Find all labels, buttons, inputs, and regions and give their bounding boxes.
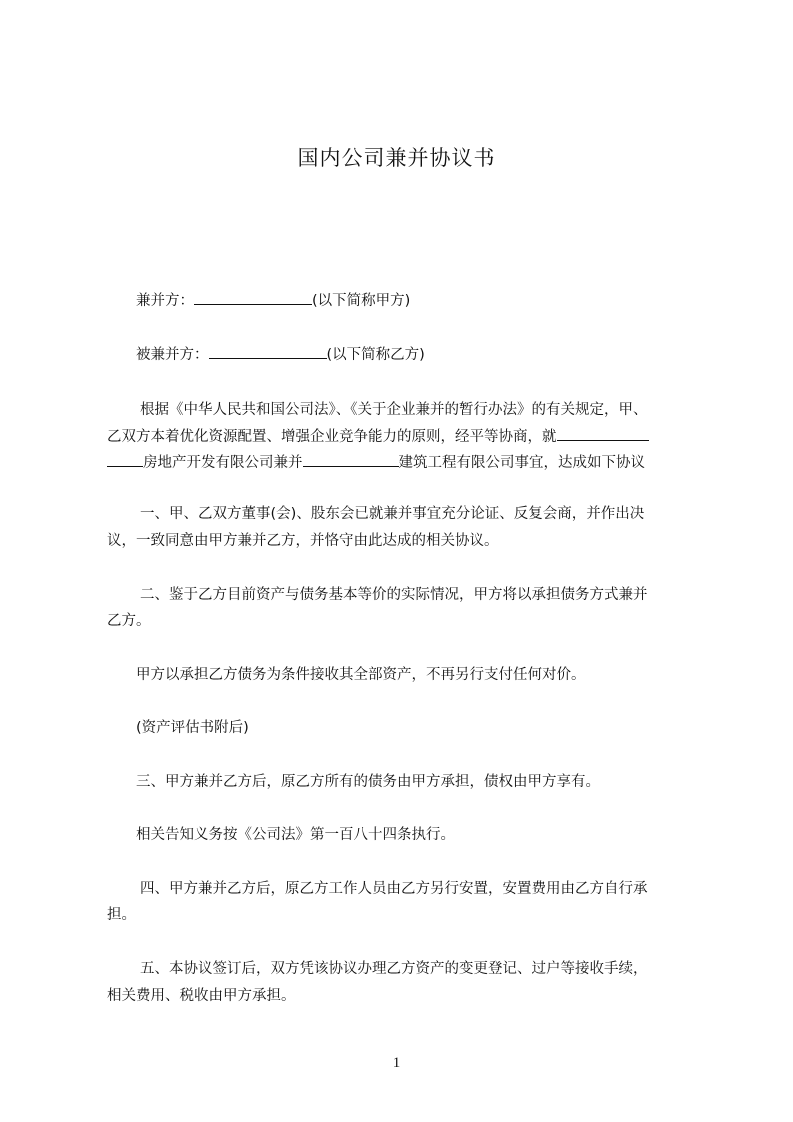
acquiree-label: 被兼并方： bbox=[136, 347, 209, 363]
clause-5-line-2: 相关费用、税收由甲方承担。 bbox=[107, 988, 296, 1004]
acquiree-blank bbox=[209, 344, 327, 359]
preamble-line-3 bbox=[107, 452, 707, 473]
clause-1-line-2: 议，一致同意由甲方兼并乙方，并恪守由此达成的相关协议。 bbox=[107, 533, 499, 549]
clause-2-line-1: 二、鉴于乙方目前资产与债务基本等价的实际情况，甲方将以承担债务方式兼并 bbox=[140, 587, 648, 603]
document-title: 国内公司兼并协议书 bbox=[297, 146, 496, 170]
clause-1-line-1: 一、甲、乙双方董事(会)、股东会已就兼并事宜充分论证、反复会商，并作出决 bbox=[140, 506, 645, 522]
clause-5-line-1: 五、本协议签订后，双方凭该协议办理乙方资产的变更登记、过户等接收手续， bbox=[140, 961, 648, 977]
preamble-blank-2 bbox=[107, 452, 143, 467]
clause-4-line-1: 四、甲方兼并乙方后，原乙方工作人员由乙方另行安置，安置费用由乙方自行承 bbox=[140, 881, 648, 897]
page-number: 1 bbox=[392, 1055, 401, 1071]
preamble-line-3a: 房地产开发有限公司兼并 bbox=[143, 455, 303, 471]
clause-2-note-2: (资产评估书附后) bbox=[136, 720, 249, 736]
preamble-blank-1 bbox=[557, 426, 649, 441]
acquirer-blank bbox=[194, 290, 312, 305]
acquirer-label: 兼并方： bbox=[136, 293, 194, 309]
preamble-line-2-text: 乙双方本着优化资源配置、增强企业竞争能力的原则，经平等协商，就 bbox=[107, 429, 557, 445]
preamble-line-2 bbox=[107, 426, 707, 447]
acquiree-line bbox=[136, 344, 736, 365]
preamble-blank-3 bbox=[303, 452, 399, 467]
clause-2-line-2: 乙方。 bbox=[107, 613, 151, 629]
clause-2-note-1: 甲方以承担乙方债务为条件接收其全部资产，不再另行支付任何对价。 bbox=[136, 667, 586, 683]
clause-4-line-2: 担。 bbox=[107, 907, 136, 923]
acquiree-suffix: (以下简称乙方) bbox=[326, 347, 425, 363]
clause-3-note: 相关告知义务按《公司法》第一百八十四条执行。 bbox=[136, 827, 455, 843]
preamble-line-1: 根据《中华人民共和国公司法》、《关于企业兼并的暂行办法》的有关规定，甲、 bbox=[140, 402, 648, 418]
acquirer-suffix: (以下简称甲方) bbox=[312, 293, 411, 309]
acquirer-line bbox=[136, 290, 736, 311]
preamble-line-3b: 建筑工程有限公司事宜，达成如下协议 bbox=[398, 455, 645, 471]
clause-3: 三、甲方兼并乙方后，原乙方所有的债务由甲方承担，债权由甲方享有。 bbox=[136, 774, 600, 790]
